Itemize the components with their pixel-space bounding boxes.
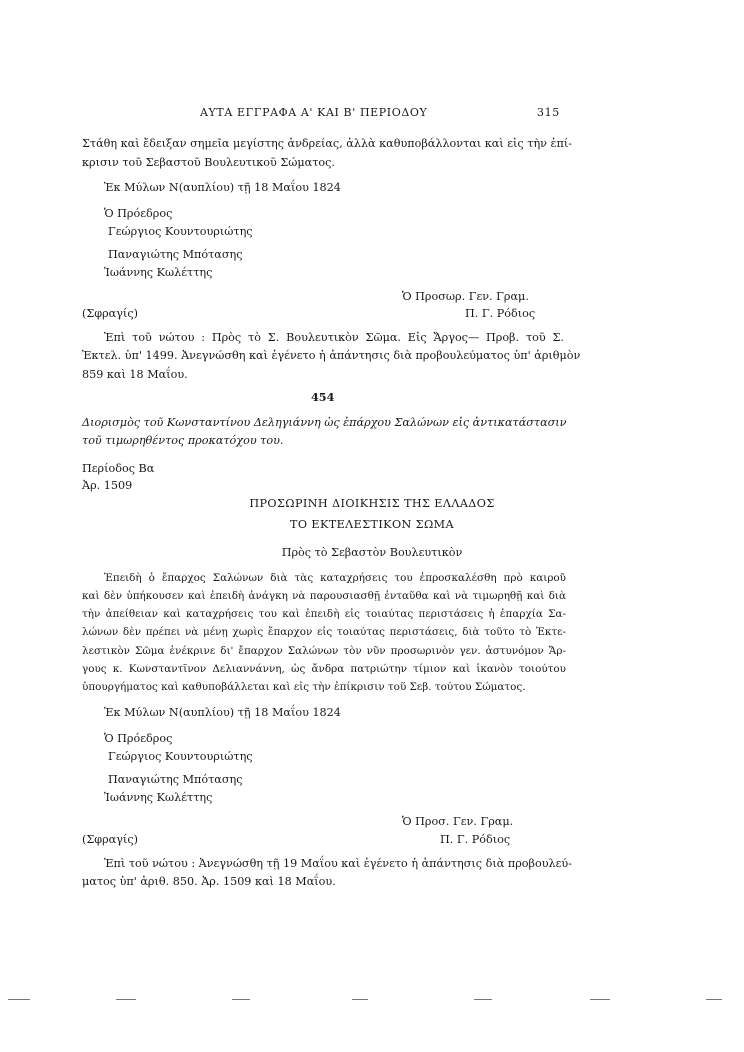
running-title: ΑΥΤΑ ΕΓΓΡΑΦΑ Α' ΚΑΙ Β' ΠΕΡΙΟΔΟΥ: [200, 106, 428, 119]
doc2-president-title: Ὁ Πρόεδρος: [104, 732, 173, 745]
doc2-ref-number: Ἀρ. 1509: [82, 479, 133, 492]
doc1-secretary-name: Π. Γ. Ρόδιος: [465, 307, 536, 320]
scan-mark: [474, 999, 492, 1000]
doc1-president-title: Ὁ Πρόεδρος: [104, 207, 173, 220]
scan-mark: [232, 999, 250, 1000]
doc1-secretary-title: Ὁ Προσωρ. Γεν. Γραμ.: [402, 290, 529, 303]
doc2-addressee: Πρὸς τὸ Σεβαστὸν Βουλευτικὸν: [281, 546, 463, 559]
doc1-text-line: Στάθη καὶ ἔδειξαν σημεῖα μεγίστης ἀνδρείας, ἀλλὰ καθυποβάλλονται καὶ εἰς τὴν ἐπί-: [82, 137, 573, 150]
doc1-signatory: Ἰωάννης Κωλέττης: [104, 266, 213, 279]
doc1-signatory: Παναγιώτης Μπότασης: [108, 248, 243, 261]
doc2-signatory: Παναγιώτης Μπότασης: [108, 773, 243, 786]
doc2-body-line: λεστικὸν Σῶμα ἐνέκρινε δι' ἔπαρχον Σαλώνων τὸν νῦν προσωρινὸν γεν. ἀστυνόμον Ἄρ-: [82, 645, 566, 657]
doc1-text-line: κρισιν τοῦ Σεβαστοῦ Βουλευτικοῦ Σώματος.: [82, 156, 335, 169]
doc1-seal: (Σφραγίς): [82, 307, 138, 320]
doc2-signatory: Γεώργιος Κουντουριώτης: [108, 750, 253, 763]
scan-mark: [706, 999, 722, 1000]
scan-mark: [116, 999, 136, 1000]
doc2-body-line: γους κ. Κωνσταντῖνον Δελιαννάννη, ὡς ἄνδρα πατριώτην τίμιον καὶ ἱκανὸν τοιούτου: [82, 663, 566, 675]
doc1-verso-line: Ἐκτελ. ὑπ' 1499. Ἀνεγνώσθη καὶ ἐγένετο ἡ ἀπάντησις διὰ προβουλεύματος ὑπ' ἀριθμὸν: [82, 349, 581, 362]
doc2-body-line: Ἐπειδὴ ὁ ἔπαρχος Σαλώνων διὰ τὰς καταχρήσεις του ἐπροσκαλέσθη πρὸ καιροῦ: [104, 572, 566, 584]
doc2-secretary-title: Ὁ Προσ. Γεν. Γραμ.: [402, 815, 514, 828]
doc2-verso-line: Ἐπὶ τοῦ νώτου : Ἀνεγνώσθη τῇ 19 Μαΐου καὶ ἐγένετο ἡ ἀπάντησις διὰ προβουλεύ-: [104, 857, 572, 870]
doc2-signatory: Ἰωάννης Κωλέττης: [104, 791, 213, 804]
doc2-secretary-name: Π. Γ. Ρόδιος: [440, 833, 511, 846]
doc2-heading-line1: ΠΡΟΣΩΡΙΝΗ ΔΙΟΙΚΗΣΙΣ ΤΗΣ ΕΛΛΑΔΟΣ: [249, 497, 495, 510]
scan-mark: [590, 999, 610, 1000]
doc2-body-line: καὶ δὲν ὑπήκουσεν καὶ ἐπειδὴ ἀνάγκη νὰ παρουσιασθῇ ἐνταῦθα καὶ νὰ τιμωρηθῇ καὶ διὰ: [82, 590, 566, 602]
doc2-summary-line: Διορισμὸς τοῦ Κωνσταντίνου Δεληγιάννη ὡς ἐπάρχου Σαλώνων εἰς ἀντικατάστασιν: [82, 416, 567, 429]
doc2-place-date: Ἐκ Μύλων Ν(αυπλίου) τῇ 18 Μαΐου 1824: [104, 706, 341, 719]
scan-mark: [8, 999, 30, 1000]
document-number: 454: [311, 390, 335, 404]
doc2-period: Περίοδος Βα: [82, 462, 155, 475]
doc2-summary-line: τοῦ τιμωρηθέντος προκατόχου του.: [82, 434, 284, 447]
doc2-body-line: τὴν ἀπείθειαν καὶ καταχρήσεις του καὶ ἐπειδὴ εἰς τοιαύτας περιστάσεις ἡ ἐπαρχία Σα-: [82, 608, 566, 620]
doc2-seal: (Σφραγίς): [82, 833, 138, 846]
doc1-place-date: Ἐκ Μύλων Ν(αυπλίου) τῇ 18 Μαΐου 1824: [104, 181, 341, 194]
doc2-body-line: ὑπουργήματος καὶ καθυποβάλλεται καὶ εἰς τὴν ἐπίκρισιν τοῦ Σεβ. τούτου Σώματος.: [82, 681, 526, 693]
doc1-verso-line: 859 καὶ 18 Μαΐου.: [82, 368, 188, 381]
scan-mark: [352, 999, 368, 1000]
page-number: 315: [537, 106, 560, 119]
doc2-heading-line2: ΤΟ ΕΚΤΕΛΕΣΤΙΚΟΝ ΣΩΜΑ: [290, 518, 454, 531]
doc1-signatory: Γεώργιος Κουντουριώτης: [108, 225, 253, 238]
doc2-verso-line: ματος ὑπ' ἀριθ. 850. Ἀρ. 1509 καὶ 18 Μαΐου.: [82, 875, 336, 888]
doc2-body-line: λώνων δὲν πρέπει νὰ μένῃ χωρὶς ἔπαρχον εἰς τοιαύτας περιστάσεις, διὰ τοῦτο τὸ Ἐκτε-: [82, 626, 566, 638]
doc1-verso-line: Ἐπὶ τοῦ νώτου : Πρὸς τὸ Σ. Βουλευτικὸν Σῶμα. Εἰς Ἄργος— Προβ. τοῦ Σ.: [104, 331, 564, 344]
